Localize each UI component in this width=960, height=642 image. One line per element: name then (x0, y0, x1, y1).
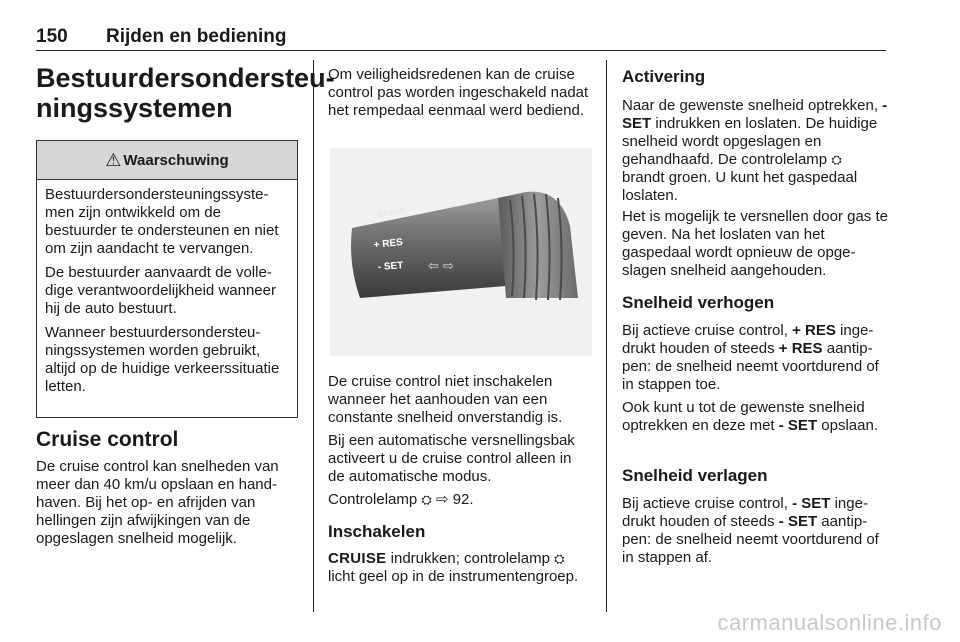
figure-arrow-icon: ⇦ ⇨ (428, 259, 454, 274)
automatic-gearbox-paragraph: Bij een automatische versnellingsbak activeert u de cruise control alleen in de automatische modus. (328, 432, 575, 485)
verlagen-paragraph: Bij actieve cruise control, - SET ingedrukt houden of steeds - SET aantippen: de snelheid neemt voortdurend of in stappen af. (622, 495, 879, 566)
snelheid-verlagen-heading: Snelheid verlagen (622, 466, 768, 485)
warning-title: Waarschuwing (123, 151, 229, 169)
warning-icon: ⚠ (105, 149, 122, 170)
cruise-lamp-icon: ⛭ (421, 492, 432, 507)
watermark: carmanualsonline.info (717, 610, 942, 635)
warning-body (37, 180, 297, 396)
cruise-lamp-icon: ⛭ (554, 551, 565, 566)
warning-paragraph: Bestuurdersondersteuningssystemen zijn ontwikkeld om de bestuurder te ondersteunen en niet om zijn aandacht te vervangen. (45, 186, 279, 257)
warning-paragraph: Wanneer bestuurdersondersteuningssystemen worden gebruikt, altijd op de huidige verkeerssituatie letten. (45, 324, 280, 395)
page-number: 150 (36, 26, 68, 47)
warning-paragraph: De bestuurder aanvaardt de volledige verantwoordelijkheid wanneer hij de auto bestuurt. (45, 264, 276, 317)
set-key: - SET (778, 417, 818, 434)
set-key: - SET (622, 97, 888, 132)
res-key: + RES (778, 340, 823, 357)
reference-arrow-icon: ⇨ (435, 491, 449, 508)
not-enable-paragraph: De cruise control niet inschakelen wanneer het aanhouden van een constante snelheid onverstandig is. (328, 373, 563, 426)
set-key: - SET (792, 495, 831, 512)
cruise-control-heading: Cruise control (36, 428, 179, 451)
res-key: + RES (792, 322, 836, 339)
figure-label-res: + RES (373, 236, 404, 251)
section-title: Rijden en bediening (106, 26, 287, 47)
activering-paragraph: Naar de gewenste snelheid optrekken, - SET indrukken en loslaten. De huidige snelheid wordt opgeslagen en gehandhaafd. De controlelamp ⛭ brandt groen. U kunt het gaspedaal loslaten. (622, 97, 888, 204)
page-header (36, 26, 886, 50)
warning-box (36, 140, 298, 418)
cruise-lamp-icon: ⛭ (831, 152, 842, 167)
cruise-stalk-image (330, 148, 592, 356)
safety-paragraph: Om veiligheidsredenen kan de cruise control pas worden ingeschakeld nadat het rempedaal eenmaal werd bediend. (328, 66, 589, 119)
control-lamp-paragraph: Controlelamp ⛭ ⇨ 92. (328, 491, 474, 508)
set-key: - SET (778, 513, 818, 530)
inschakelen-paragraph: CRUISE indrukken; controlelamp ⛭ licht geel op in de instrumentengroep. (328, 550, 579, 585)
accelerate-paragraph: Het is mogelijk te versnellen door gas te geven. Na het loslaten van het gaspedaal wordt opnieuw de opgeslagen snelheid aangehouden. (622, 208, 888, 279)
cruise-key: CRUISE (328, 550, 387, 567)
snelheid-verhogen-heading: Snelheid verhogen (622, 293, 775, 312)
verhogen-set-paragraph: Ook kunt u tot de gewenste snelheid optrekken en deze met - SET opslaan. (622, 399, 878, 434)
header-rule (36, 50, 886, 51)
page-title: Bestuurdersondersteu- ningssystemen (36, 63, 335, 123)
warning-header (37, 141, 297, 180)
column-divider-2 (606, 60, 607, 612)
cruise-intro-paragraph: De cruise control kan snelheden van meer dan 40 km/u opslaan en handhaven. Bij het op- en afrijden van hellingen zijn afwijkingen van de opgeslagen snelheid mogelijk. (36, 458, 279, 547)
column-divider-1 (313, 60, 314, 612)
cruise-stalk-figure (330, 148, 592, 356)
figure-label-set: - SET (377, 260, 404, 273)
inschakelen-heading: Inschakelen (328, 522, 426, 541)
figure-label-cruise: Cruise (376, 204, 406, 220)
activering-heading: Activering (622, 67, 706, 86)
verhogen-paragraph: Bij actieve cruise control, + RES ingedrukt houden of steeds + RES aantippen: de snelheid neemt voortdurend of in stappen toe. (622, 322, 879, 393)
